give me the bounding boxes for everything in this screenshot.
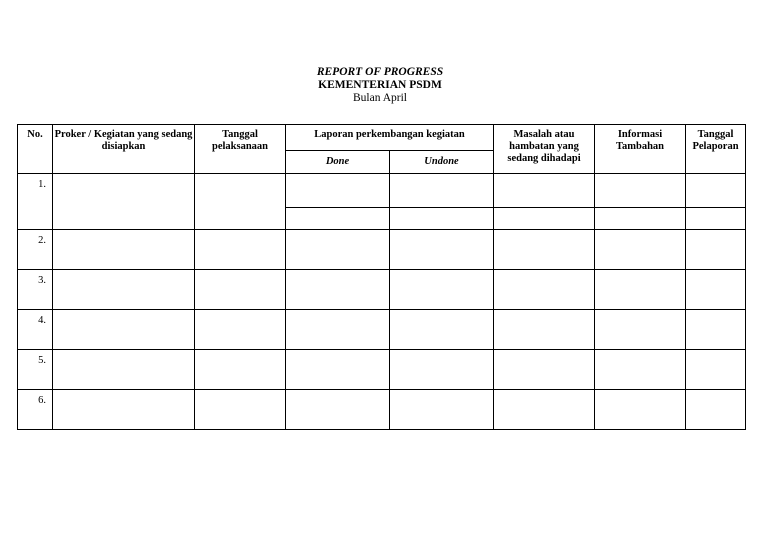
cell-pelaporan (686, 230, 746, 270)
cell-undone (390, 350, 494, 390)
header-undone: Undone (390, 151, 494, 174)
table-row (18, 310, 746, 350)
row-number: 3. (18, 270, 53, 310)
header-informasi-tambahan: Informasi Tambahan (595, 125, 686, 174)
cell-undone (390, 208, 494, 230)
header-masalah: Masalah atau hambatan yang sedang dihadapi (494, 125, 595, 174)
table-row (18, 230, 746, 270)
cell-masalah (494, 230, 595, 270)
cell-tanggal (195, 230, 286, 270)
cell-tanggal (195, 174, 286, 230)
table-row (18, 174, 746, 208)
row-number: 2. (18, 230, 53, 270)
cell-informasi (595, 350, 686, 390)
cell-pelaporan (686, 270, 746, 310)
cell-informasi (595, 270, 686, 310)
cell-tanggal (195, 310, 286, 350)
cell-pelaporan (686, 174, 746, 208)
cell-tanggal (195, 270, 286, 310)
report-period: Bulan April (353, 92, 407, 104)
cell-undone (390, 174, 494, 208)
header-proker: Proker / Kegiatan yang sedang disiapkan (53, 125, 195, 174)
cell-proker (53, 270, 195, 310)
cell-informasi (595, 174, 686, 208)
cell-masalah (494, 350, 595, 390)
cell-informasi (595, 310, 686, 350)
cell-proker (53, 350, 195, 390)
header-tanggal-pelaksanaan: Tanggal pelaksanaan (195, 125, 286, 174)
cell-done (286, 174, 390, 208)
cell-masalah (494, 270, 595, 310)
cell-done (286, 270, 390, 310)
cell-proker (53, 174, 195, 230)
cell-pelaporan (686, 310, 746, 350)
cell-pelaporan (686, 208, 746, 230)
header-laporan-perkembangan: Laporan perkembangan kegiatan (286, 125, 494, 151)
title-block (0, 66, 760, 105)
cell-masalah (494, 390, 595, 430)
row-number: 6. (18, 390, 53, 430)
cell-done (286, 350, 390, 390)
cell-pelaporan (686, 390, 746, 430)
cell-informasi (595, 230, 686, 270)
header-done: Done (286, 151, 390, 174)
report-title: REPORT OF PROGRESS (316, 66, 444, 78)
cell-tanggal (195, 390, 286, 430)
header-no: No. (18, 125, 53, 174)
progress-report-table (17, 124, 746, 430)
cell-informasi (595, 208, 686, 230)
cell-masalah (494, 310, 595, 350)
cell-undone (390, 390, 494, 430)
cell-pelaporan (686, 350, 746, 390)
cell-informasi (595, 390, 686, 430)
row-number: 1. (18, 174, 53, 230)
cell-proker (53, 310, 195, 350)
row-number: 4. (18, 310, 53, 350)
cell-tanggal (195, 350, 286, 390)
cell-done (286, 230, 390, 270)
table-row (18, 390, 746, 430)
header-tanggal-pelaporan: Tanggal Pelaporan (686, 125, 746, 174)
table-row (18, 350, 746, 390)
organization-name: KEMENTERIAN PSDM (318, 79, 442, 91)
cell-proker (53, 230, 195, 270)
cell-undone (390, 230, 494, 270)
cell-masalah (494, 174, 595, 208)
cell-masalah (494, 208, 595, 230)
cell-done (286, 208, 390, 230)
cell-done (286, 390, 390, 430)
cell-undone (390, 270, 494, 310)
cell-proker (53, 390, 195, 430)
cell-undone (390, 310, 494, 350)
cell-done (286, 310, 390, 350)
row-number: 5. (18, 350, 53, 390)
table-row (18, 270, 746, 310)
